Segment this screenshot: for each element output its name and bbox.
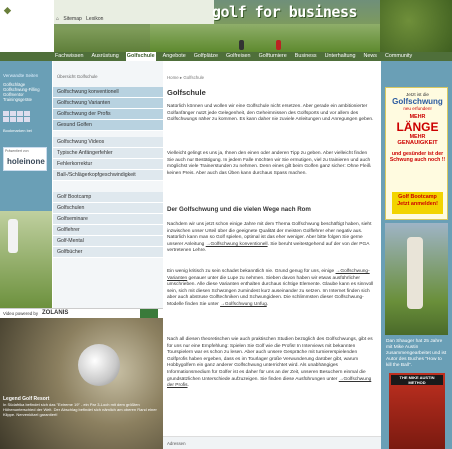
holeinone-logo: holeinone xyxy=(7,157,45,166)
paragraph-text: Nach all diesen theoretischen wie auch praktischen Studien bezüglich des Golfschwungs, gibt es für uns nur eine Empfehlung: Spielen Sie Golf wie die Profis! In Interviews mit bekannten Tourspielern war es schon zu lesen. Aber auch unsere Gespräche mit turniererspielenden Golfprofis haben ergeben, dass es im Tourlager große Verwunderung darüber gibt, warum Hobbygolfern ein ganz anderer Golfschwung unterrichtet wird. Als unabhängiges Informationsmedium für Golfer ist es daher für uns an der Zeit, unseren Besuchern einmal die grundsätzlichen Unterschiede aufzuzeigen. Sie finden diese Ausführungen unter xyxy=(167,337,373,382)
nav-news[interactable]: News xyxy=(363,53,377,59)
golfer-figure xyxy=(8,219,18,253)
section-heading: Der Golfschwung und die vielen Wege nach Rom xyxy=(167,206,311,213)
bookmark-icon[interactable] xyxy=(17,117,23,122)
top-links xyxy=(56,16,106,22)
golf-ball-icon xyxy=(78,344,120,386)
logo-area xyxy=(0,0,54,52)
nav-golfturniere[interactable]: Golfturniere xyxy=(258,53,287,59)
nav-business[interactable]: Business xyxy=(294,53,317,59)
subnav-item[interactable]: Golfschwung der Profis xyxy=(53,109,163,120)
subnav-item[interactable]: Golfschwung konventionell xyxy=(53,87,163,98)
bookmark-icon[interactable] xyxy=(3,111,9,116)
subnav-item[interactable]: Golf Bootcamp xyxy=(53,192,163,203)
subnav-item[interactable]: Golfbücher xyxy=(53,247,163,258)
paragraph-text: . xyxy=(266,301,269,307)
related-pages-heading: Verwandte Seiten xyxy=(3,73,39,78)
subnav-item[interactable]: Typische Anfängerfehler xyxy=(53,148,163,159)
paragraph: Vielleicht gelingt es uns ja, Ihnen den einen oder anderen Tipp zu geben. Aber vielleicht finden Sie auch nur Bestätigung. In jedem Falle möchten wir Sie ermutigen, viel zu trainieren und auch möglichst viele Trainerstunden zu nehmen. Denn eines gilt beim Golfen ganz sicher: Ohne Fleiß keinen Preis. Aber auch das Üben kann durchaus Spass machen. xyxy=(167,151,371,176)
ad-text: GENAUIGKEIT xyxy=(397,140,438,146)
bootcamp-button[interactable]: Golf Bootcamp Jetzt anmelden! xyxy=(392,192,443,214)
nav-golfreisen[interactable]: Golfreisen xyxy=(225,53,251,59)
paragraph-text: genauer unter die Lupe zu nehmen. Sieben davon haben wir etwas ausführlicher umschrieben. Alle diese Varianten enthalten durchaus richtige Elemente. Glaube kann es sinnvoll sein, sich mit diesen Schwüngen zumindest kurz auseinander zu setzen. Im Internet finden sich aber auch abstruse Golftechniken und Schwungideen. Die schlimmsten dieser Golfschwung-Modelle finden Sie unter xyxy=(167,275,374,307)
bookmark-icon[interactable] xyxy=(10,111,16,116)
link-golfschwung-unfug[interactable]: →Golfschwung Unfug xyxy=(220,301,267,307)
sub-nav xyxy=(53,61,163,308)
link-golfschwung-der-profis[interactable]: →Golfschwung der Profis xyxy=(167,376,372,389)
subnav-item[interactable]: Golfschulen xyxy=(53,203,163,214)
related-link[interactable]: Golfmentor xyxy=(3,92,24,97)
nav-golfschule[interactable]: Golfschule xyxy=(126,53,155,59)
subnav-item[interactable]: Golfseminare xyxy=(53,214,163,225)
related-link[interactable]: Trainingsgeräte xyxy=(3,97,32,102)
subnav-item[interactable]: Ball-/Schlägerkopfgeschwindigkeit xyxy=(53,170,163,181)
bookmark-icon[interactable] xyxy=(17,111,23,116)
page-title: Golfschule xyxy=(167,88,206,97)
nav-community[interactable]: Community xyxy=(384,53,413,59)
nav-fachwissen[interactable]: Fachwissen xyxy=(55,53,84,59)
subnav-item[interactable]: Golfschwung Videos xyxy=(53,137,163,148)
golfer-figure xyxy=(407,237,423,309)
header-golf-course-image xyxy=(150,24,380,52)
video-player[interactable] xyxy=(0,318,163,449)
video-caption: In Südafrika befindet sich das "Extreme 19" - ein Par 3-Loch mit dem größten Höhenunterschied der Welt. Der Abschlag befindet sich nämlich am oberen Rand einer Klippe. Nervenkitzel garantiert! xyxy=(3,402,157,417)
ad-text: MEHR xyxy=(409,134,426,140)
paragraph: Natürlich können und wollen wir eine Golfschule nicht ersetzen. Aber gerade ein ambitionierter Golfanfänger nutzt jede Gelegenheit, den Geheimnissen des Golfsports und vor allem des Golfschwungs näher zu kommen. Es kann daher nie zuviele Anleitungen und Anregungen geben. xyxy=(167,104,374,123)
top-link-sitemap[interactable]: Sitemap xyxy=(63,16,82,22)
subnav-item[interactable]: Golflehrer xyxy=(53,225,163,236)
ad-text: Jetzt ist die xyxy=(406,92,429,97)
home-icon[interactable]: ⌂ xyxy=(56,16,60,22)
golfschwung-ad[interactable] xyxy=(385,87,448,220)
breadcrumb[interactable]: Home ▸ Golfschule xyxy=(167,75,205,80)
paragraph xyxy=(167,337,375,390)
ad-headline: LÄNGE xyxy=(396,120,439,134)
video-label: Video powered by xyxy=(3,311,39,316)
link-golfschwung-konventionell[interactable]: →Golfschwung konventionell xyxy=(205,241,268,247)
subnav-item[interactable]: Golfschwung Varianten xyxy=(53,98,163,109)
ad-text: neu erfunden! xyxy=(403,106,432,111)
right-column xyxy=(381,61,452,449)
footer-bar xyxy=(163,436,381,449)
ad-text: MEHR xyxy=(409,114,426,120)
video-caption-title: Legend Golf Resort xyxy=(3,396,50,402)
nav-angebote[interactable]: Angebote xyxy=(162,53,186,59)
nav-ausruestung[interactable]: Ausrüstung xyxy=(91,53,119,59)
subnav-item[interactable]: Golf-Mental xyxy=(53,236,163,247)
golfer-image xyxy=(0,211,52,311)
nav-unterhaltung[interactable]: Unterhaltung xyxy=(324,53,356,59)
nav-golfplaetze[interactable]: Golfplätze xyxy=(193,53,218,59)
golfer-image xyxy=(385,223,448,335)
related-links xyxy=(3,82,40,102)
book-cover-image[interactable] xyxy=(389,373,445,449)
paragraph-text: Nachdem wir uns jetzt schon einige Jahre mit dem Thema Golfschwung beschäftigt haben, sieht inzwischen unser Urteil über die geeignete Qualität der meisten Golflehrer eher negativ aus. Natürlich kann man so Golf spielen, optimal ist das eher weniger. Aber bitte folgen Sie gerne unserer Anleitung xyxy=(167,222,372,247)
paragraph xyxy=(167,222,375,255)
related-link[interactable]: Golfschwung-Filling xyxy=(3,87,40,92)
top-link-lexikon[interactable]: Lexikon xyxy=(86,16,104,22)
bookmark-icon[interactable] xyxy=(24,111,30,116)
bookmark-icons xyxy=(3,111,30,122)
main-content xyxy=(163,61,381,449)
header xyxy=(0,0,452,52)
subnav-item[interactable]: Gesund Golfen xyxy=(53,120,163,131)
bookmark-icon[interactable] xyxy=(24,117,30,122)
paragraph-text: . xyxy=(187,383,189,389)
holeinone-caption: Präsentiert von xyxy=(5,149,29,153)
footer-link-adressen[interactable]: Adressen xyxy=(167,441,186,446)
ad-headline: Golfschwung xyxy=(392,97,443,106)
logo-icon: ◆ xyxy=(4,5,11,15)
header-tree-image xyxy=(380,0,452,52)
golfer-figure xyxy=(239,40,244,50)
golfer-figure xyxy=(276,40,281,50)
bookmark-note: Bookmarken bei xyxy=(3,128,32,133)
main-nav xyxy=(0,52,452,61)
book-title: THE MIKE AUSTIN METHOD xyxy=(391,375,443,385)
top-nav xyxy=(54,0,214,24)
video-bar xyxy=(0,308,163,318)
video-brand: ZOLANIS xyxy=(42,310,69,316)
bookmark-icon[interactable] xyxy=(10,117,16,122)
subnav-title: Übersicht Golfschule xyxy=(57,74,98,79)
link-golfschwung-varianten[interactable]: →Golfschwung-Varianten xyxy=(167,269,370,281)
subnav-item[interactable]: Fehlerkorrektur xyxy=(53,159,163,170)
paragraph-text: Ein wenig kritisch zu sein schadet bekanntlich nie. Grund genug für uns, einige xyxy=(167,269,335,274)
shauger-text: Dan Shauger hat 25 Jahre mit Mike Austin zusammengearbeitet und ist Autor des Buches "How to kill the Ball". xyxy=(386,339,447,368)
brand-title: golf for business xyxy=(212,3,358,21)
paragraph xyxy=(167,269,375,309)
related-link[interactable]: Golfschläge xyxy=(3,82,26,87)
paragraph-text: . Sie beruht weitestgehend auf der von der PGA vertretenen Lehre. xyxy=(167,241,370,254)
ad-text: und gesünder ist der Schwung auch noch !! xyxy=(389,151,446,164)
holeinone-banner[interactable] xyxy=(3,147,47,171)
bookmark-icon[interactable] xyxy=(3,117,9,122)
